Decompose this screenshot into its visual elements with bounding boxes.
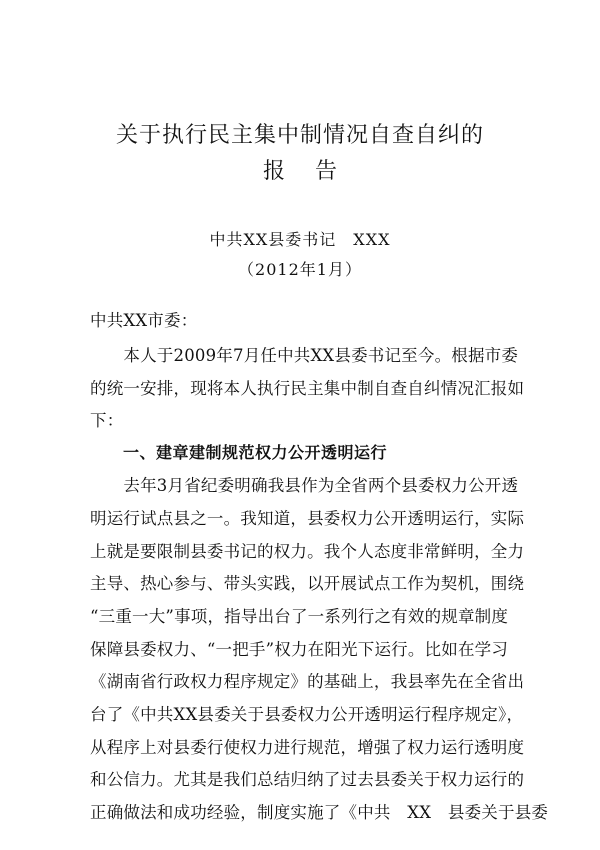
body-line: 保障县委权力、“一把手”权力在阳光下运行。比如在学习 <box>90 640 509 659</box>
body-line: 《湖南省行政权力程序规定》的基础上，我县率先在全省出 <box>90 672 525 691</box>
section-heading: 一、建章建制规范权力公开透明运行 <box>90 443 388 462</box>
body-line: 的统一安排，现将本人执行民主集中制自查自纠情况汇报如 <box>90 379 525 398</box>
body-line: 和公信力。尤其是我们总结归纳了过去县委关于权力运行的 <box>90 770 525 789</box>
body-line: 下： <box>90 411 124 430</box>
body-line: 去年3月省纪委明确我县作为全省两个县委权力公开透 <box>90 476 519 495</box>
body-line: 主导、热心参与、带头实践，以开展试点工作为契机，围绕 <box>90 574 525 593</box>
date-line: （2012年1月） <box>238 260 362 279</box>
body-line: 本人于2009年7月任中共XX县委书记至今。根据市委 <box>90 346 519 365</box>
document-title-report: 报告 <box>262 159 367 184</box>
body-line: 从程序上对县委行使权力进行规范，增强了权力运行透明度 <box>90 738 525 757</box>
author-line: 中共XX县委书记 XXX <box>209 230 391 249</box>
body-line: “三重一大”事项，指导出台了一系列行之有效的规章制度 <box>90 607 509 626</box>
body-line: 台了《中共XX县委关于县委权力公开透明运行程序规定》， <box>90 705 524 724</box>
body-line: 正确做法和成功经验，制度实施了《中共 XX 县委关于县委 <box>90 803 549 822</box>
document-title: 关于执行民主集中制情况自查自纠的 <box>115 123 484 148</box>
salutation: 中共XX市委： <box>90 311 198 330</box>
body-line: 明运行试点县之一。我知道，县委权力公开透明运行，实际 <box>90 509 525 528</box>
body-line: 上就是要限制县委书记的权力。我个人态度非常鲜明，全力 <box>90 542 525 561</box>
